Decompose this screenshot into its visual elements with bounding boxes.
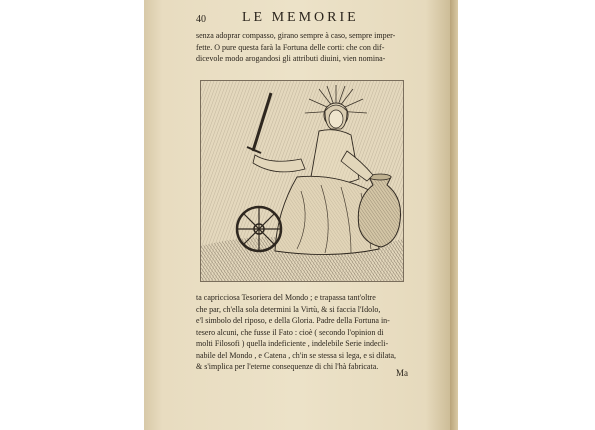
engraving-illustration [201,81,403,281]
text-line: molti Filosofi ) quella indeficiente , indelebile Serie indecli- [196,339,389,348]
text-line: che par, ch'ella sola determini la Virtù, & si faccia l'Idolo, [196,304,381,314]
wheel [237,207,281,251]
text-line: fette. O pure questa farà la Fortuna delle corti: che con dif- [196,42,385,52]
page-number: 40 [196,14,206,25]
text-line: nabile del Mondo , e Catena , ch'in se stessa si lega, e si dilata, [196,350,397,360]
page-edge [450,0,458,430]
page-header [196,10,410,28]
catchword: Ma [396,368,408,378]
bottom-paragraph [196,292,408,373]
top-paragraph [196,30,408,65]
text-line: tesero alcuni, che fusse il Fato : cioè ( secondo l'opinion di [196,327,384,337]
fortune-engraving [200,80,404,282]
text-line: ta capricciosa Tesoriera del Mondo ; e trapassa tant'oltre [196,293,376,302]
running-head: LE MEMORIE [242,10,359,25]
book-page [144,0,450,430]
text-line: dicevole modo arogandosi gli attributi diuini, vien nomina- [196,54,386,63]
text-line: senza adoprar compasso, girano sempre à caso, sempre imper- [196,31,396,40]
text-line: & s'implica per l'eterne consequenze di chi l'hà fabricata. [196,362,379,371]
text-line: e'l simbolo del riposo, e della Gloria. Padre della Fortuna in- [196,316,390,325]
